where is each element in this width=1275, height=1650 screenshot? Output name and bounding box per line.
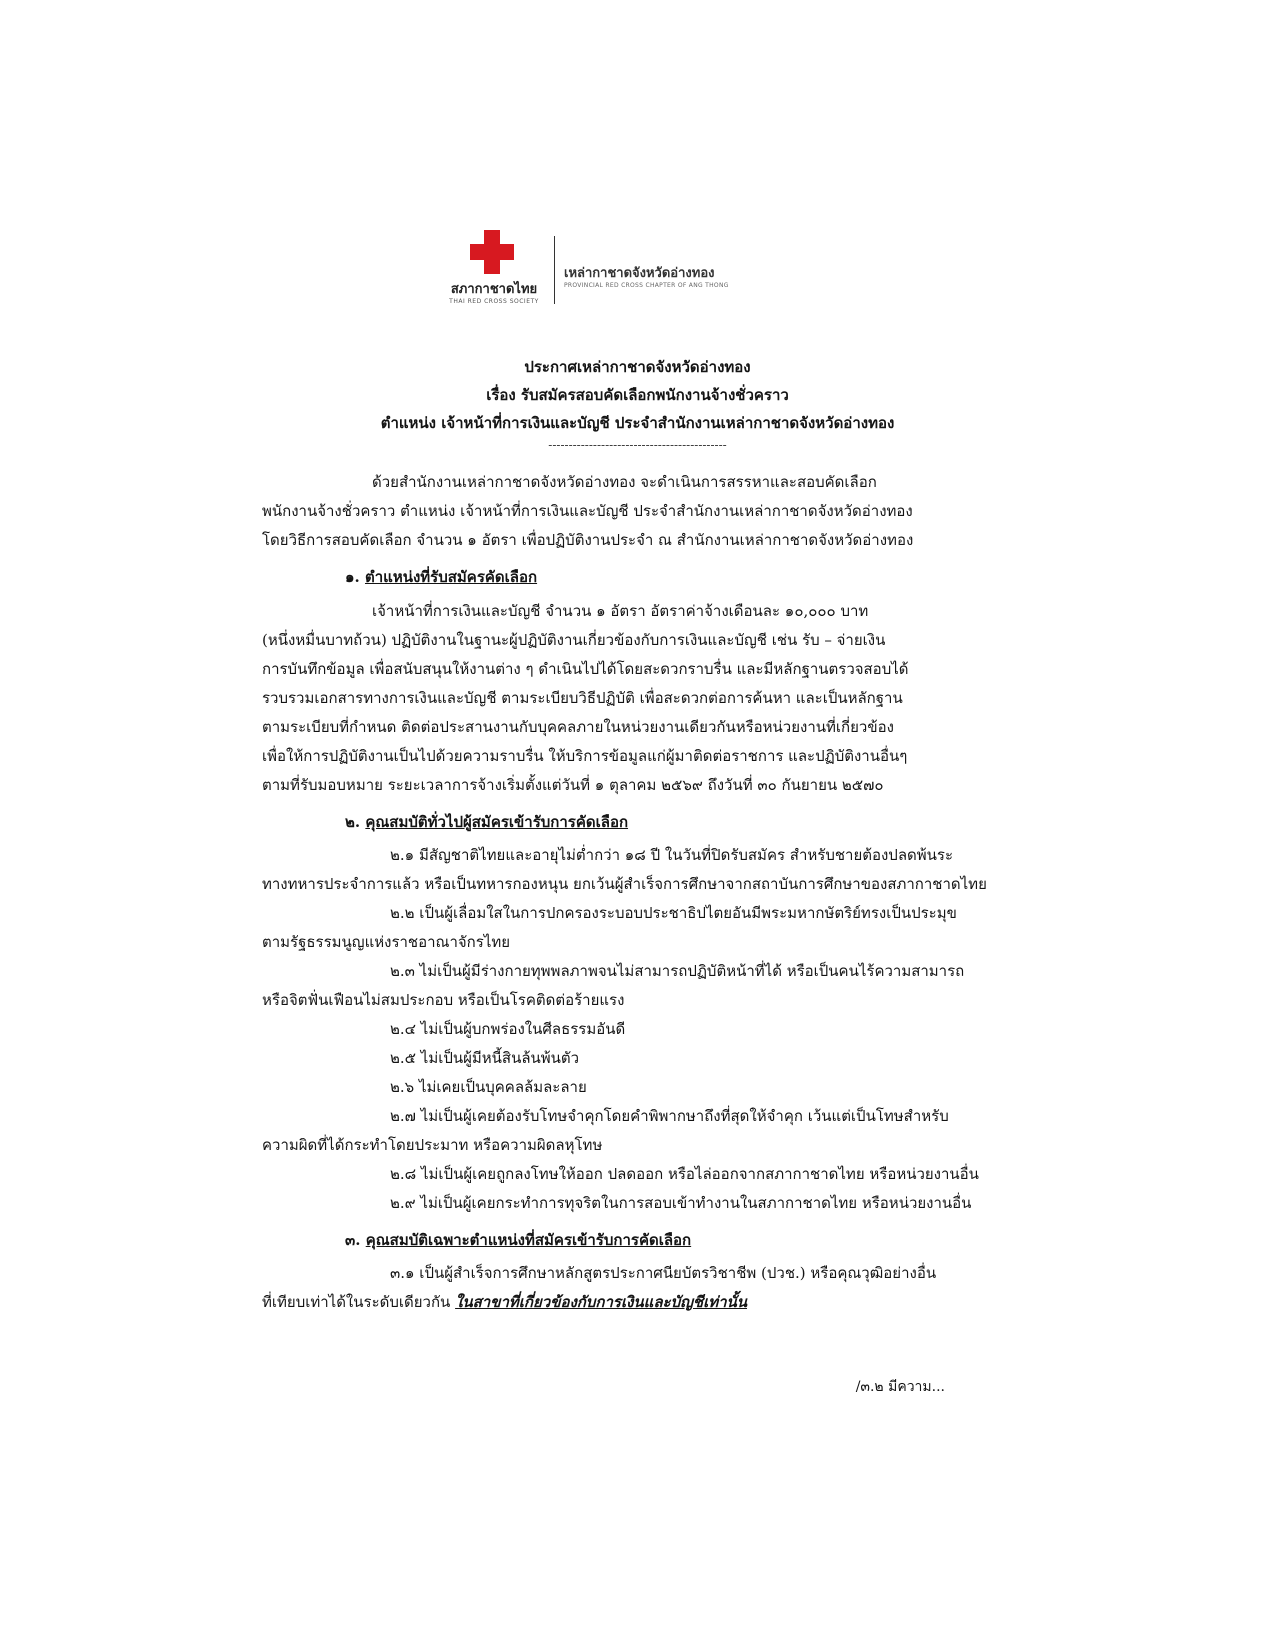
- section-2-line: ๒.๒ เป็นผู้เลื่อมใสในการปกครองระบอบประชาธิปไตยอันมีพระมหากษัตริย์ทรงเป็นประมุข: [390, 904, 957, 922]
- section-1-line: เจ้าหน้าที่การเงินและบัญชี จำนวน ๑ อัตรา อัตราค่าจ้างเดือนละ ๑๐,๐๐๐ บาท: [372, 602, 869, 620]
- logo-divider: [554, 236, 555, 304]
- chapter-name-en: PROVINCIAL RED CROSS CHAPTER OF ANG THONG: [564, 282, 729, 289]
- section-1-line: ตามระเบียบที่กำหนด ติดต่อประสานงานกับบุคคลภายในหน่วยงานเดียวกันหรือหน่วยงานที่เกี่ยวข้อง: [262, 718, 894, 736]
- org-name-th: สภากาชาดไทย: [450, 282, 538, 297]
- section-3-heading: [345, 1228, 691, 1252]
- section-2-line: หรือจิตฟั่นเฟือนไม่สมประกอบ หรือเป็นโรคติดต่อร้ายแรง: [262, 991, 625, 1009]
- announcement-position: ตำแหน่ง เจ้าหน้าที่การเงินและบัญชี ประจำสำนักงานเหล่ากาชาดจังหวัดอ่างทอง: [380, 414, 895, 432]
- section-3-line-text: ที่เทียบเท่าได้ในระดับเดียวกัน: [262, 1293, 456, 1311]
- intro-line: พนักงานจ้างชั่วคราว ตำแหน่ง เจ้าหน้าที่การเงินและบัญชี ประจำสำนักงานเหล่ากาชาดจังหวัดอ่างทอง: [262, 502, 913, 520]
- section-2-line: ๒.๗ ไม่เป็นผู้เคยต้องรับโทษจำคุกโดยคำพิพากษาถึงที่สุดให้จำคุก เว้นแต่เป็นโทษสำหรับ: [390, 1107, 949, 1125]
- section-2-line: ๒.๕ ไม่เป็นผู้มีหนี้สินล้นพ้นตัว: [390, 1049, 580, 1067]
- section-2-line: ๒.๔ ไม่เป็นผู้บกพร่องในศีลธรรมอันดี: [390, 1020, 626, 1038]
- red-cross-icon: [470, 230, 514, 274]
- org-name-en: THAI RED CROSS SOCIETY: [449, 298, 539, 305]
- section-2-line: ๒.๓ ไม่เป็นผู้มีร่างกายทุพพลภาพจนไม่สามารถปฏิบัติหน้าที่ได้ หรือเป็นคนไร้ความสามารถ: [390, 962, 965, 980]
- section-1-line: (หนึ่งหมื่นบาทถ้วน) ปฏิบัติงานในฐานะผู้ปฏิบัติงานเกี่ยวข้องกับการเงินและบัญชี เช่น รับ – จ่ายเงิน: [262, 631, 886, 649]
- section-1-line: การบันทึกข้อมูล เพื่อสนับสนุนให้งานต่าง ๆ ดำเนินไปได้โดยสะดวกราบรื่น และมีหลักฐานตรวจสอบได้: [262, 660, 909, 678]
- intro-line: โดยวิธีการสอบคัดเลือก จำนวน ๑ อัตรา เพื่อปฏิบัติงานประจำ ณ สำนักงานเหล่ากาชาดจังหวัดอ่างทอง: [262, 531, 914, 549]
- section-title: คุณสมบัติทั่วไปผู้สมัครเข้ารับการคัดเลือก: [365, 813, 629, 831]
- section-3-emphasis: ในสาขาที่เกี่ยวข้องกับการเงินและบัญชีเท่านั้น: [455, 1293, 748, 1311]
- section-1-line: ตามที่รับมอบหมาย ระยะเวลาการจ้างเริ่มตั้งแต่วันที่ ๑ ตุลาคม ๒๕๖๙ ถึงวันที่ ๓๐ กันยายน ๒๕๗๐: [262, 776, 884, 794]
- section-2-line: ตามรัฐธรรมนูญแห่งราชอาณาจักรไทย: [262, 933, 511, 951]
- title-divider: --------------------------------------------: [548, 438, 727, 452]
- section-title: ตำแหน่งที่รับสมัครคัดเลือก: [364, 568, 538, 586]
- section-2-line: ๒.๙ ไม่เป็นผู้เคยกระทำการทุจริตในการสอบเข้าทำงานในสภากาชาดไทย หรือหน่วยงานอื่น: [390, 1194, 972, 1212]
- continuation-note: /๓.๒ มีความ...: [855, 1379, 945, 1395]
- intro-line: ด้วยสำนักงานเหล่ากาชาดจังหวัดอ่างทอง จะดำเนินการสรรหาและสอบคัดเลือก: [372, 473, 877, 491]
- section-2-heading: [345, 810, 628, 834]
- section-number: ๓.: [345, 1231, 361, 1249]
- section-2-line: ทางทหารประจำการแล้ว หรือเป็นทหารกองหนุน ยกเว้นผู้สำเร็จการศึกษาจากสถาบันการศึกษาของสภากาชาดไทย: [262, 875, 987, 893]
- section-3-line: [262, 1292, 747, 1312]
- section-1-line: รวบรวมเอกสารทางการเงินและบัญชี ตามระเบียบวิธีปฏิบัติ เพื่อสะดวกต่อการค้นหา และเป็นหลักฐาน: [262, 689, 903, 707]
- section-number: ๒.: [345, 813, 361, 831]
- section-2-line: ๒.๘ ไม่เป็นผู้เคยถูกลงโทษให้ออก ปลดออก หรือไล่ออกจากสภากาชาดไทย หรือหน่วยงานอื่น: [390, 1165, 979, 1183]
- section-2-line: ความผิดที่ได้กระทำโดยประมาท หรือความผิดลหุโทษ: [262, 1136, 603, 1154]
- announcement-title: ประกาศเหล่ากาชาดจังหวัดอ่างทอง: [524, 358, 751, 376]
- section-2-line: ๒.๖ ไม่เคยเป็นบุคคลล้มละลาย: [390, 1078, 587, 1096]
- section-3-line: ๓.๑ เป็นผู้สำเร็จการศึกษาหลักสูตรประกาศนียบัตรวิชาชีพ (ปวช.) หรือคุณวุฒิอย่างอื่น: [390, 1264, 937, 1282]
- chapter-name-th: เหล่ากาชาดจังหวัดอ่างทอง: [564, 266, 715, 281]
- red-cross-logo: [440, 230, 820, 310]
- section-1-heading: [345, 565, 537, 589]
- section-number: ๑.: [345, 568, 360, 586]
- section-1-line: เพื่อให้การปฏิบัติงานเป็นไปด้วยความราบรื่น ให้บริการข้อมูลแก่ผู้มาติดต่อราชการ และปฏิบัติงานอื่นๆ: [262, 747, 908, 765]
- section-title: คุณสมบัติเฉพาะตำแหน่งที่สมัครเข้ารับการคัดเลือก: [365, 1231, 692, 1249]
- announcement-subject: เรื่อง รับสมัครสอบคัดเลือกพนักงานจ้างชั่วคราว: [486, 386, 789, 404]
- section-2-line: ๒.๑ มีสัญชาติไทยและอายุไม่ต่ำกว่า ๑๘ ปี ในวันที่ปิดรับสมัคร สำหรับชายต้องปลดพ้นระ: [390, 846, 954, 864]
